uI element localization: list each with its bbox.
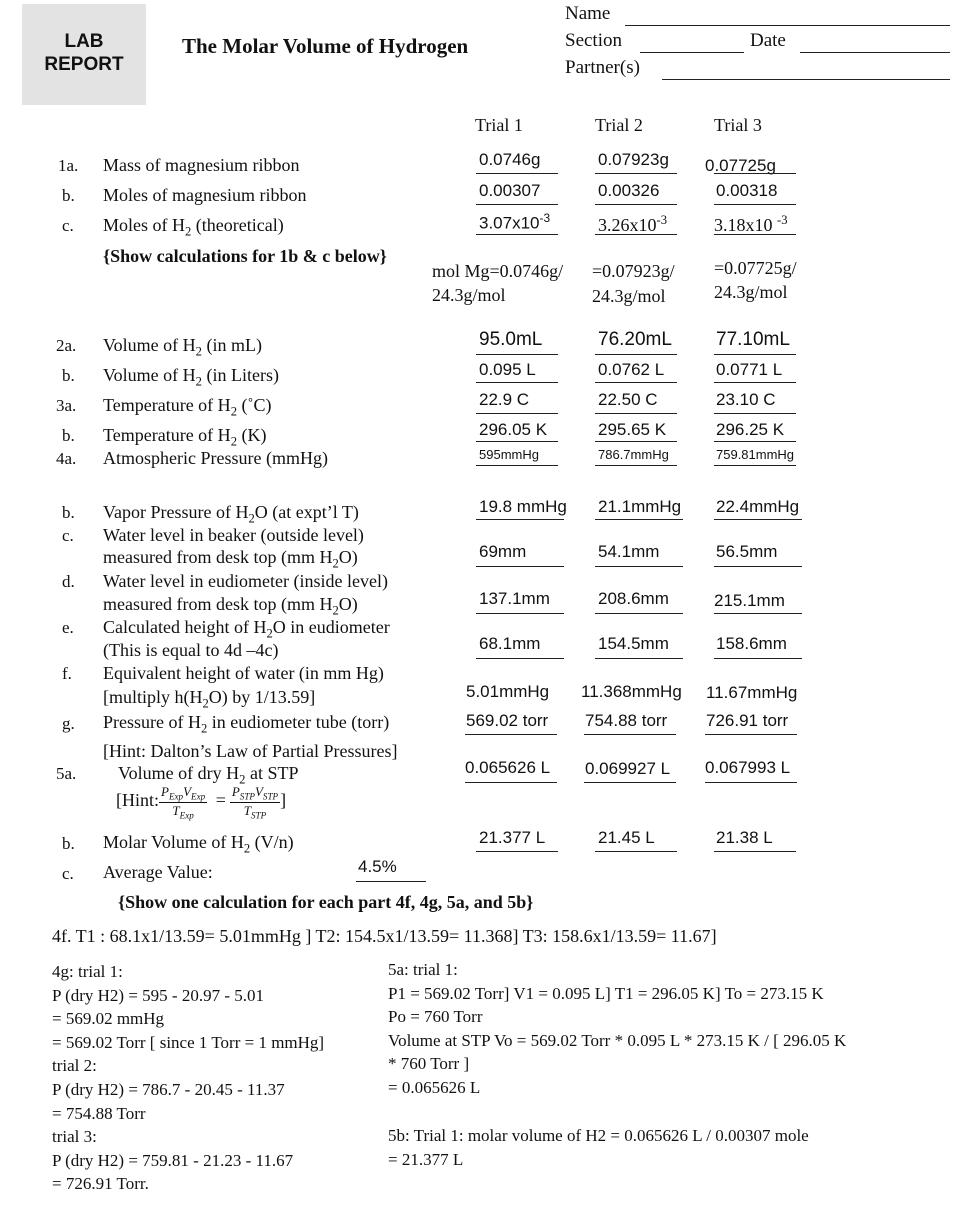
- answer-line: [714, 173, 796, 174]
- row-label: Equivalent height of water (in mm Hg): [103, 663, 384, 683]
- lab-label: LAB: [64, 31, 104, 52]
- answer-line: [465, 782, 557, 783]
- calc-5a-line: 5a: trial 1:: [388, 960, 458, 979]
- row-label-line2: measured from desk top (mm $H_2O$): [103, 594, 358, 618]
- name-label: Name: [565, 3, 611, 24]
- row-label-line2: measured from desk top (mm $H_2O$): [103, 547, 358, 571]
- calc-4g-line: P (dry H2) = 595 - 20.97 - 5.01: [52, 985, 264, 1005]
- value-4b-trial1: 19.8 mmHg: [479, 497, 567, 516]
- calc-4g-line: trial 3:: [52, 1127, 97, 1147]
- answer-line: [714, 204, 796, 205]
- answer-line: [595, 234, 677, 235]
- row-number: b.: [62, 426, 75, 445]
- answer-line: [595, 519, 683, 520]
- row-number: b.: [62, 186, 75, 205]
- calc-1-trial1-line2: 24.3g/mol: [432, 285, 506, 305]
- row-number: f.: [62, 664, 72, 683]
- value-2b-trial3: 0.0771 L: [716, 360, 783, 379]
- value-1b-trial3: 0.00318: [716, 181, 778, 200]
- answer-line: [476, 465, 558, 466]
- value-4f-trial2: 11.368mmHg: [581, 682, 682, 701]
- answer-line: [476, 519, 564, 520]
- calc-5a-line: * 760 Torr ]: [388, 1054, 470, 1074]
- answer-line: [595, 441, 677, 442]
- value-2b-trial2: 0.0762 L: [598, 360, 665, 379]
- answer-line: [714, 519, 802, 520]
- answer-line: [714, 851, 796, 852]
- answer-line: [476, 566, 564, 567]
- value-2a-trial1: 95.0mL: [479, 329, 543, 350]
- show-calc-note-2: {Show one calculation for each part 4f, 4g, 5a, and 5b}: [118, 892, 534, 912]
- value-3b-trial3: 296.25 K: [716, 420, 785, 439]
- value-5b-trial1: 21.377 L: [479, 828, 546, 847]
- trial-2-header: Trial 2: [595, 115, 643, 135]
- answer-line: [476, 441, 558, 442]
- answer-line: [465, 734, 557, 735]
- answer-line: [714, 234, 796, 235]
- value-4d-trial3: 215.1mm: [714, 591, 785, 610]
- value-5a-trial3: 0.067993 L: [705, 758, 791, 777]
- row-label: Atmospheric Pressure (mmHg): [103, 448, 328, 468]
- answer-line: [595, 566, 683, 567]
- row-label: Moles of $H_2$ (theoretical): [103, 215, 284, 239]
- answer-line: [476, 354, 558, 355]
- answer-line: [356, 881, 426, 882]
- answer-line: [476, 658, 564, 659]
- answer-line: [476, 173, 558, 174]
- value-4g-trial3: 726.91 torr: [706, 711, 789, 730]
- value-1b-trial1: 0.00307: [479, 181, 541, 200]
- answer-line: [476, 234, 558, 235]
- row-label: Calculated height of $H_2O$ in eudiometer: [103, 617, 390, 641]
- row-number: d.: [62, 572, 75, 591]
- answer-line: [595, 465, 677, 466]
- date-label: Date: [750, 30, 786, 51]
- show-calc-note: {Show calculations for 1b & c below}: [103, 246, 387, 266]
- partners-label: Partner(s): [565, 57, 640, 78]
- value-4e-trial1: 68.1mm: [479, 634, 541, 653]
- calc-4g-line: = 726.91 Torr.: [52, 1174, 149, 1194]
- date-field[interactable]: [800, 52, 950, 53]
- row-label: Pressure of $H_2$ in eudiometer tube (torr): [103, 712, 390, 736]
- calc-4g-line: trial 2:: [52, 1056, 97, 1076]
- answer-line: [714, 382, 796, 383]
- value-3a-trial3: 23.10 C: [716, 390, 776, 409]
- value-4f-trial3: 11.67mmHg: [706, 683, 798, 702]
- calc-4g-line: P (dry H2) = 786.7 - 20.45 - 11.37: [52, 1079, 285, 1099]
- row-number: 1a.: [58, 156, 79, 175]
- row-number: b.: [62, 366, 75, 385]
- calc-4f: 4f. T1 : 68.1x1/13.59= 5.01mmHg ] T2: 154.5x1/13.59= 11.368] T3: 158.6x1/13.59= 11.67]: [52, 926, 717, 946]
- row-label: Water level in eudiometer (inside level): [103, 571, 388, 591]
- value-3b-trial2: 295.65 K: [598, 420, 667, 439]
- value-1c-trial2: $3.26x10^{-3}$: [598, 213, 667, 235]
- calc-5a-line: = 0.065626 L: [388, 1077, 481, 1097]
- answer-line: [595, 413, 677, 414]
- value-4a-trial1: 595mmHg: [479, 447, 539, 462]
- calc-5b-line: = 21.377 L: [388, 1149, 464, 1169]
- row-number: c.: [62, 864, 74, 883]
- calc-5b-line: 5b: Trial 1: molar volume of H2 = 0.065626 L / 0.00307 mole: [388, 1126, 809, 1145]
- row-number: b.: [62, 834, 75, 853]
- row-label-line2: [Hint: Dalton’s Law of Partial Pressures]: [103, 741, 398, 761]
- name-field[interactable]: [625, 25, 950, 26]
- lab-report-box: [22, 4, 146, 105]
- calc-1-trial3-line1: =0.07725g/: [714, 258, 797, 278]
- section-label: Section: [565, 30, 622, 51]
- row-number: c.: [62, 216, 74, 235]
- answer-line: [476, 613, 564, 614]
- value-4b-trial2: 21.1mmHg: [598, 497, 682, 516]
- answer-line: [595, 173, 677, 174]
- answer-line: [584, 734, 676, 735]
- calc-5b: [388, 1124, 809, 1171]
- value-5a-trial2: 0.069927 L: [585, 759, 671, 778]
- calc-4g-line: = 569.02 Torr [ since 1 Torr = 1 mmHg]: [52, 1032, 325, 1052]
- hint-fraction-stp: $\frac{P_{STP}V_{STP}}{T_{STP}}$: [231, 784, 279, 821]
- value-1a-trial2: 0.07923g: [598, 150, 669, 169]
- calc-4g-line: = 754.88 Torr: [52, 1103, 146, 1123]
- value-4g-trial2: 754.88 torr: [585, 711, 668, 730]
- value-5a-trial1: 0.065626 L: [465, 758, 551, 777]
- row-label: Volume of $H_2$ (in mL): [103, 335, 262, 359]
- row-label: Average Value:: [103, 862, 213, 882]
- row-number: b.: [62, 503, 75, 522]
- value-4d-trial1: 137.1mm: [479, 589, 550, 608]
- answer-line: [714, 613, 802, 614]
- value-1c-trial3: 3.18x10 $^{-3}$: [714, 213, 788, 235]
- answer-line: [714, 658, 802, 659]
- row-label: Temperature of $H_2$ (K): [103, 425, 267, 449]
- answer-line: [595, 382, 677, 383]
- value-1c-trial1: $3.07x10^{-3}$: [479, 211, 551, 233]
- value-4c-trial1: 69mm: [479, 542, 527, 561]
- value-4b-trial3: 22.4mmHg: [716, 497, 800, 516]
- row-number: 5a.: [56, 764, 77, 783]
- row-label: Vapor Pressure of $H_2O$ (at expt’l T): [103, 502, 359, 526]
- partners-field[interactable]: [662, 79, 950, 80]
- hint-fraction-exp: $\frac{P_{Exp}V_{Exp}}{T_{Exp}}$: [161, 784, 206, 821]
- calc-4g-line: P (dry H2) = 759.81 - 21.23 - 11.67: [52, 1150, 294, 1170]
- calc-5a-line: Volume at STP Vo = 569.02 Torr * 0.095 L * 273.15 K / [ 296.05 K: [388, 1030, 847, 1050]
- row-label: Volume of dry $H_2$ at STP: [118, 763, 299, 787]
- value-4f-trial1: 5.01mmHg: [466, 682, 550, 701]
- answer-line: [476, 851, 558, 852]
- row-label: Temperature of $H_2$ (˚C): [103, 395, 272, 419]
- value-2a-trial3: 77.10mL: [716, 329, 790, 350]
- average-value: 4.5%: [358, 857, 397, 876]
- calc-5a-line: P1 = 569.02 Torr] V1 = 0.095 L] T1 = 296.05 K] To = 273.15 K: [388, 983, 824, 1003]
- value-4c-trial2: 54.1mm: [598, 542, 660, 561]
- answer-line: [595, 658, 683, 659]
- value-4a-trial3: 759.81mmHg: [716, 447, 795, 462]
- answer-line: [714, 441, 796, 442]
- calc-1-trial3-line2: 24.3g/mol: [714, 282, 788, 302]
- answer-line: [714, 566, 802, 567]
- row-number: 4a.: [56, 449, 77, 468]
- answer-line: [584, 782, 676, 783]
- value-4e-trial2: 154.5mm: [598, 634, 669, 653]
- answer-line: [476, 413, 558, 414]
- value-3a-trial2: 22.50 C: [598, 390, 658, 409]
- value-3a-trial1: 22.9 C: [479, 390, 530, 409]
- row-label: Molar Volume of $H_2$ (V/n): [103, 832, 294, 856]
- value-1b-trial2: 0.00326: [598, 181, 660, 200]
- row-label: Mass of magnesium ribbon: [103, 155, 300, 175]
- row-label-line2: [multiply $h(H_2O)$ by 1/13.59]: [103, 687, 316, 711]
- row-number: e.: [62, 618, 74, 637]
- row-label-line2: (This is equal to 4d –4c): [103, 640, 279, 660]
- answer-line: [595, 613, 683, 614]
- answer-line: [714, 354, 796, 355]
- answer-line: [705, 782, 797, 783]
- calc-1-trial2-line1: =0.07923g/: [592, 261, 675, 281]
- row-label: Water level in beaker (outside level): [103, 525, 364, 545]
- section-field[interactable]: [640, 52, 744, 53]
- value-5b-trial2: 21.45 L: [598, 828, 655, 847]
- value-1a-trial3: 0.07725g: [705, 156, 776, 175]
- row-number: 3a.: [56, 396, 77, 415]
- row-number: c.: [62, 526, 74, 545]
- trial-3-header: Trial 3: [714, 115, 762, 135]
- answer-line: [595, 851, 677, 852]
- row-number: 2a.: [56, 336, 77, 355]
- value-4c-trial3: 56.5mm: [716, 542, 778, 561]
- page-title: The Molar Volume of Hydrogen: [182, 34, 469, 58]
- calc-4g-line: 4g: trial 1:: [52, 962, 123, 981]
- answer-line: [476, 382, 558, 383]
- calc-5a-line: Po = 760 Torr: [388, 1007, 483, 1027]
- value-2a-trial2: 76.20mL: [598, 329, 672, 350]
- value-1a-trial1: 0.0746g: [479, 150, 541, 169]
- calc-1-trial2-line2: 24.3g/mol: [592, 286, 666, 306]
- calc-1-trial1-line1: mol Mg=0.0746g/: [432, 261, 564, 281]
- answer-line: [595, 354, 677, 355]
- value-5b-trial3: 21.38 L: [716, 828, 773, 847]
- row-number: g.: [62, 714, 75, 733]
- answer-line: [705, 734, 797, 735]
- value-4g-trial1: 569.02 torr: [466, 711, 549, 730]
- value-4a-trial2: 786.7mmHg: [598, 447, 669, 462]
- value-4d-trial2: 208.6mm: [598, 589, 669, 608]
- calc-4g: [52, 960, 324, 1196]
- row-label: Moles of magnesium ribbon: [103, 185, 307, 205]
- value-3b-trial1: 296.05 K: [479, 420, 548, 439]
- trial-1-header: Trial 1: [475, 115, 523, 135]
- answer-line: [714, 413, 796, 414]
- answer-line: [476, 204, 558, 205]
- row-label: Volume of $H_2$ (in Liters): [103, 365, 279, 389]
- report-label: REPORT: [44, 54, 124, 75]
- answer-line: [595, 204, 677, 205]
- calc-5a: [388, 958, 846, 1100]
- value-4e-trial3: 158.6mm: [716, 634, 787, 653]
- calc-4g-line: = 569.02 mmHg: [52, 1009, 165, 1029]
- ideal-gas-hint: [Hint: $\frac{P_{Exp}V_{Exp}}{T_{Exp}}$ = $\frac{P_{STP}V_{STP}}{T_{STP}}$ ]: [116, 784, 287, 821]
- value-2b-trial1: 0.095 L: [479, 360, 536, 379]
- answer-line: [714, 465, 796, 466]
